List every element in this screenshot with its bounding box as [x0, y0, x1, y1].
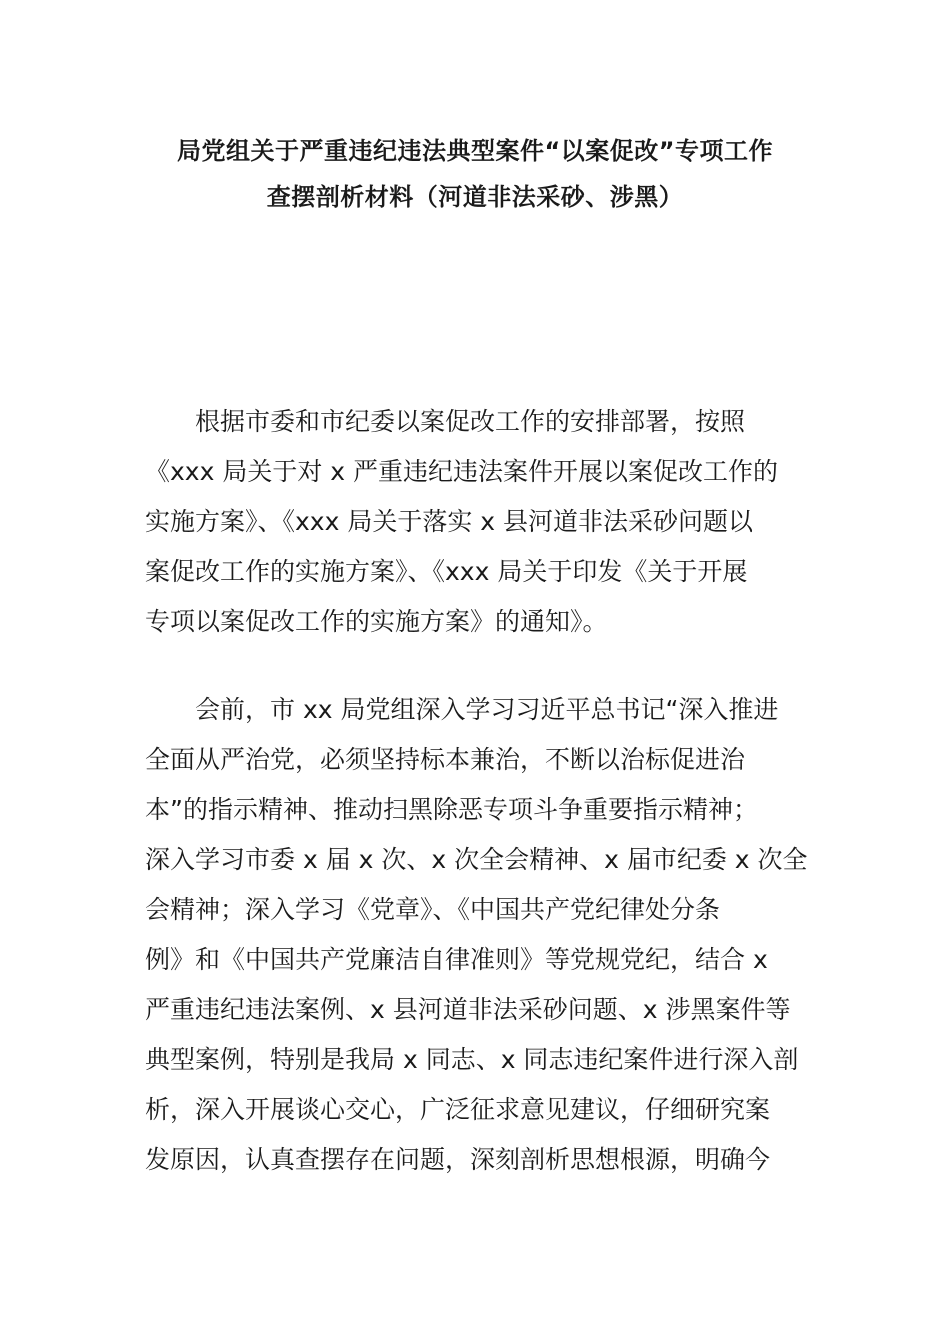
paragraph-line: 例》和《中国共产党廉洁自律准则》等党规党纪，结合 x	[145, 945, 768, 974]
paragraph-line: 严重违纪违法案例、x 县河道非法采砂问题、x 涉黑案件等	[145, 995, 791, 1024]
paragraph-line: 会精神；深入学习《党章》、《中国共产党纪律处分条	[145, 895, 721, 924]
paragraph-line: 析，深入开展谈心交心，广泛征求意见建议，仔细研究案	[145, 1095, 771, 1124]
document-title	[0, 128, 950, 220]
title-line-2: 查摆剖析材料（河道非法采砂、涉黑）	[266, 183, 684, 211]
paragraph-line: 典型案例，特别是我局 x 同志、x 同志违纪案件进行深入剖	[145, 1045, 799, 1074]
paragraph-line: 《xxx 局关于对 x 严重违纪违法案件开展以案促改工作的	[145, 457, 779, 486]
paragraph-line: 会前，市 xx 局党组深入学习习近平总书记“深入推进	[195, 695, 779, 724]
paragraph-2	[145, 685, 808, 1185]
paragraph-line: 案促改工作的实施方案》、《xxx 局关于印发《关于开展	[145, 557, 748, 586]
document-body	[145, 397, 808, 1223]
paragraph-line: 根据市委和市纪委以案促改工作的安排部署，按照	[195, 407, 746, 436]
paragraph-line: 全面从严治党，必须坚持标本兼治，不断以治标促进治	[145, 745, 746, 774]
paragraph-line: 深入学习市委 x 届 x 次、x 次全会精神、x 届市纪委 x 次全	[145, 845, 808, 874]
title-line-1: 局党组关于严重违纪违法典型案件“以案促改”专项工作	[176, 137, 774, 165]
paragraph-line: 专项以案促改工作的实施方案》的通知》。	[145, 607, 608, 636]
paragraph-line: 发原因，认真查摆存在问题，深刻剖析思想根源，明确今	[145, 1145, 771, 1174]
paragraph-line: 实施方案》、《xxx 局关于落实 x 县河道非法采砂问题以	[145, 507, 754, 536]
paragraph-1	[145, 397, 805, 647]
paragraph-line: 本”的指示精神、推动扫黑除恶专项斗争重要指示精神；	[145, 795, 758, 824]
